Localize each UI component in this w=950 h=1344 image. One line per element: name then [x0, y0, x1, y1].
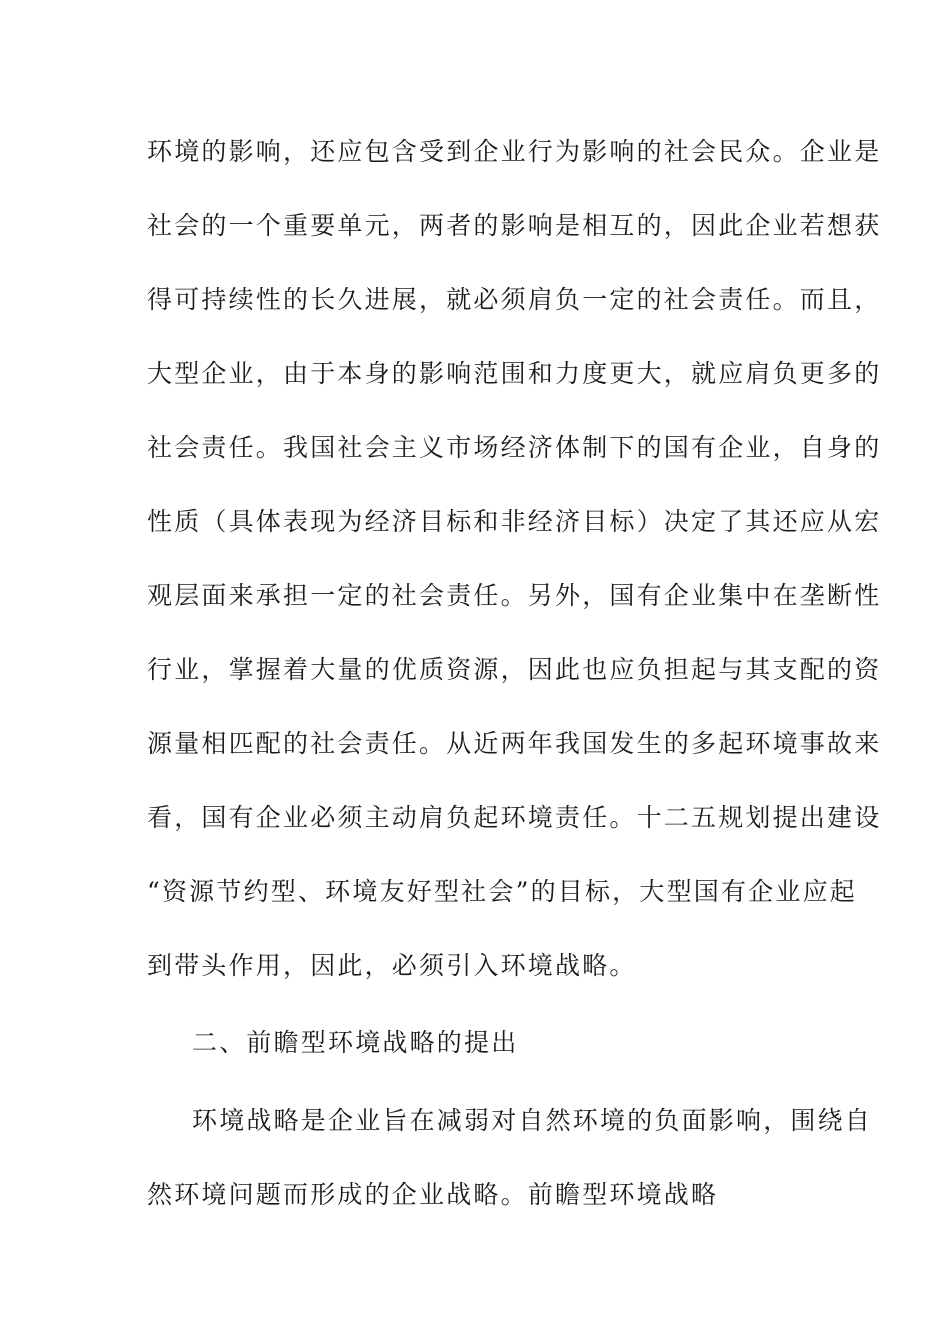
- section-heading: 二、前瞻型环境战略的提出: [192, 1028, 519, 1057]
- text-line: 性质（具体表现为经济目标和非经济目标）决定了其还应从宏: [147, 507, 882, 536]
- text-line: “资源节约型、环境友好型社会”的目标，大型国有企业应起: [147, 877, 857, 906]
- text-line: 得可持续性的长久进展，就必须肩负一定的社会责任。而且，: [147, 285, 882, 314]
- text-line: 源量相匹配的社会责任。从近两年我国发生的多起环境事故来: [147, 729, 882, 758]
- text-line: 环境战略是企业旨在减弱对自然环境的负面影响，围绕自: [192, 1106, 873, 1135]
- text-line: 观层面来承担一定的社会责任。另外，国有企业集中在垄断性: [147, 581, 882, 610]
- text-line: 大型企业，由于本身的影响范围和力度更大，就应肩负更多的: [147, 359, 882, 388]
- text-line: 社会的一个重要单元，两者的影响是相互的，因此企业若想获: [147, 211, 882, 240]
- text-line: 社会责任。我国社会主义市场经济体制下的国有企业，自身的: [147, 433, 882, 462]
- text-line: 然环境问题而形成的企业战略。前瞻型环境战略: [147, 1180, 719, 1209]
- text-line: 到带头作用，因此，必须引入环境战略。: [147, 951, 637, 980]
- text-line: 看，国有企业必须主动肩负起环境责任。十二五规划提出建设: [147, 803, 882, 832]
- text-line: 环境的影响，还应包含受到企业行为影响的社会民众。企业是: [147, 137, 882, 166]
- text-line: 行业，掌握着大量的优质资源，因此也应负担起与其支配的资: [147, 655, 882, 684]
